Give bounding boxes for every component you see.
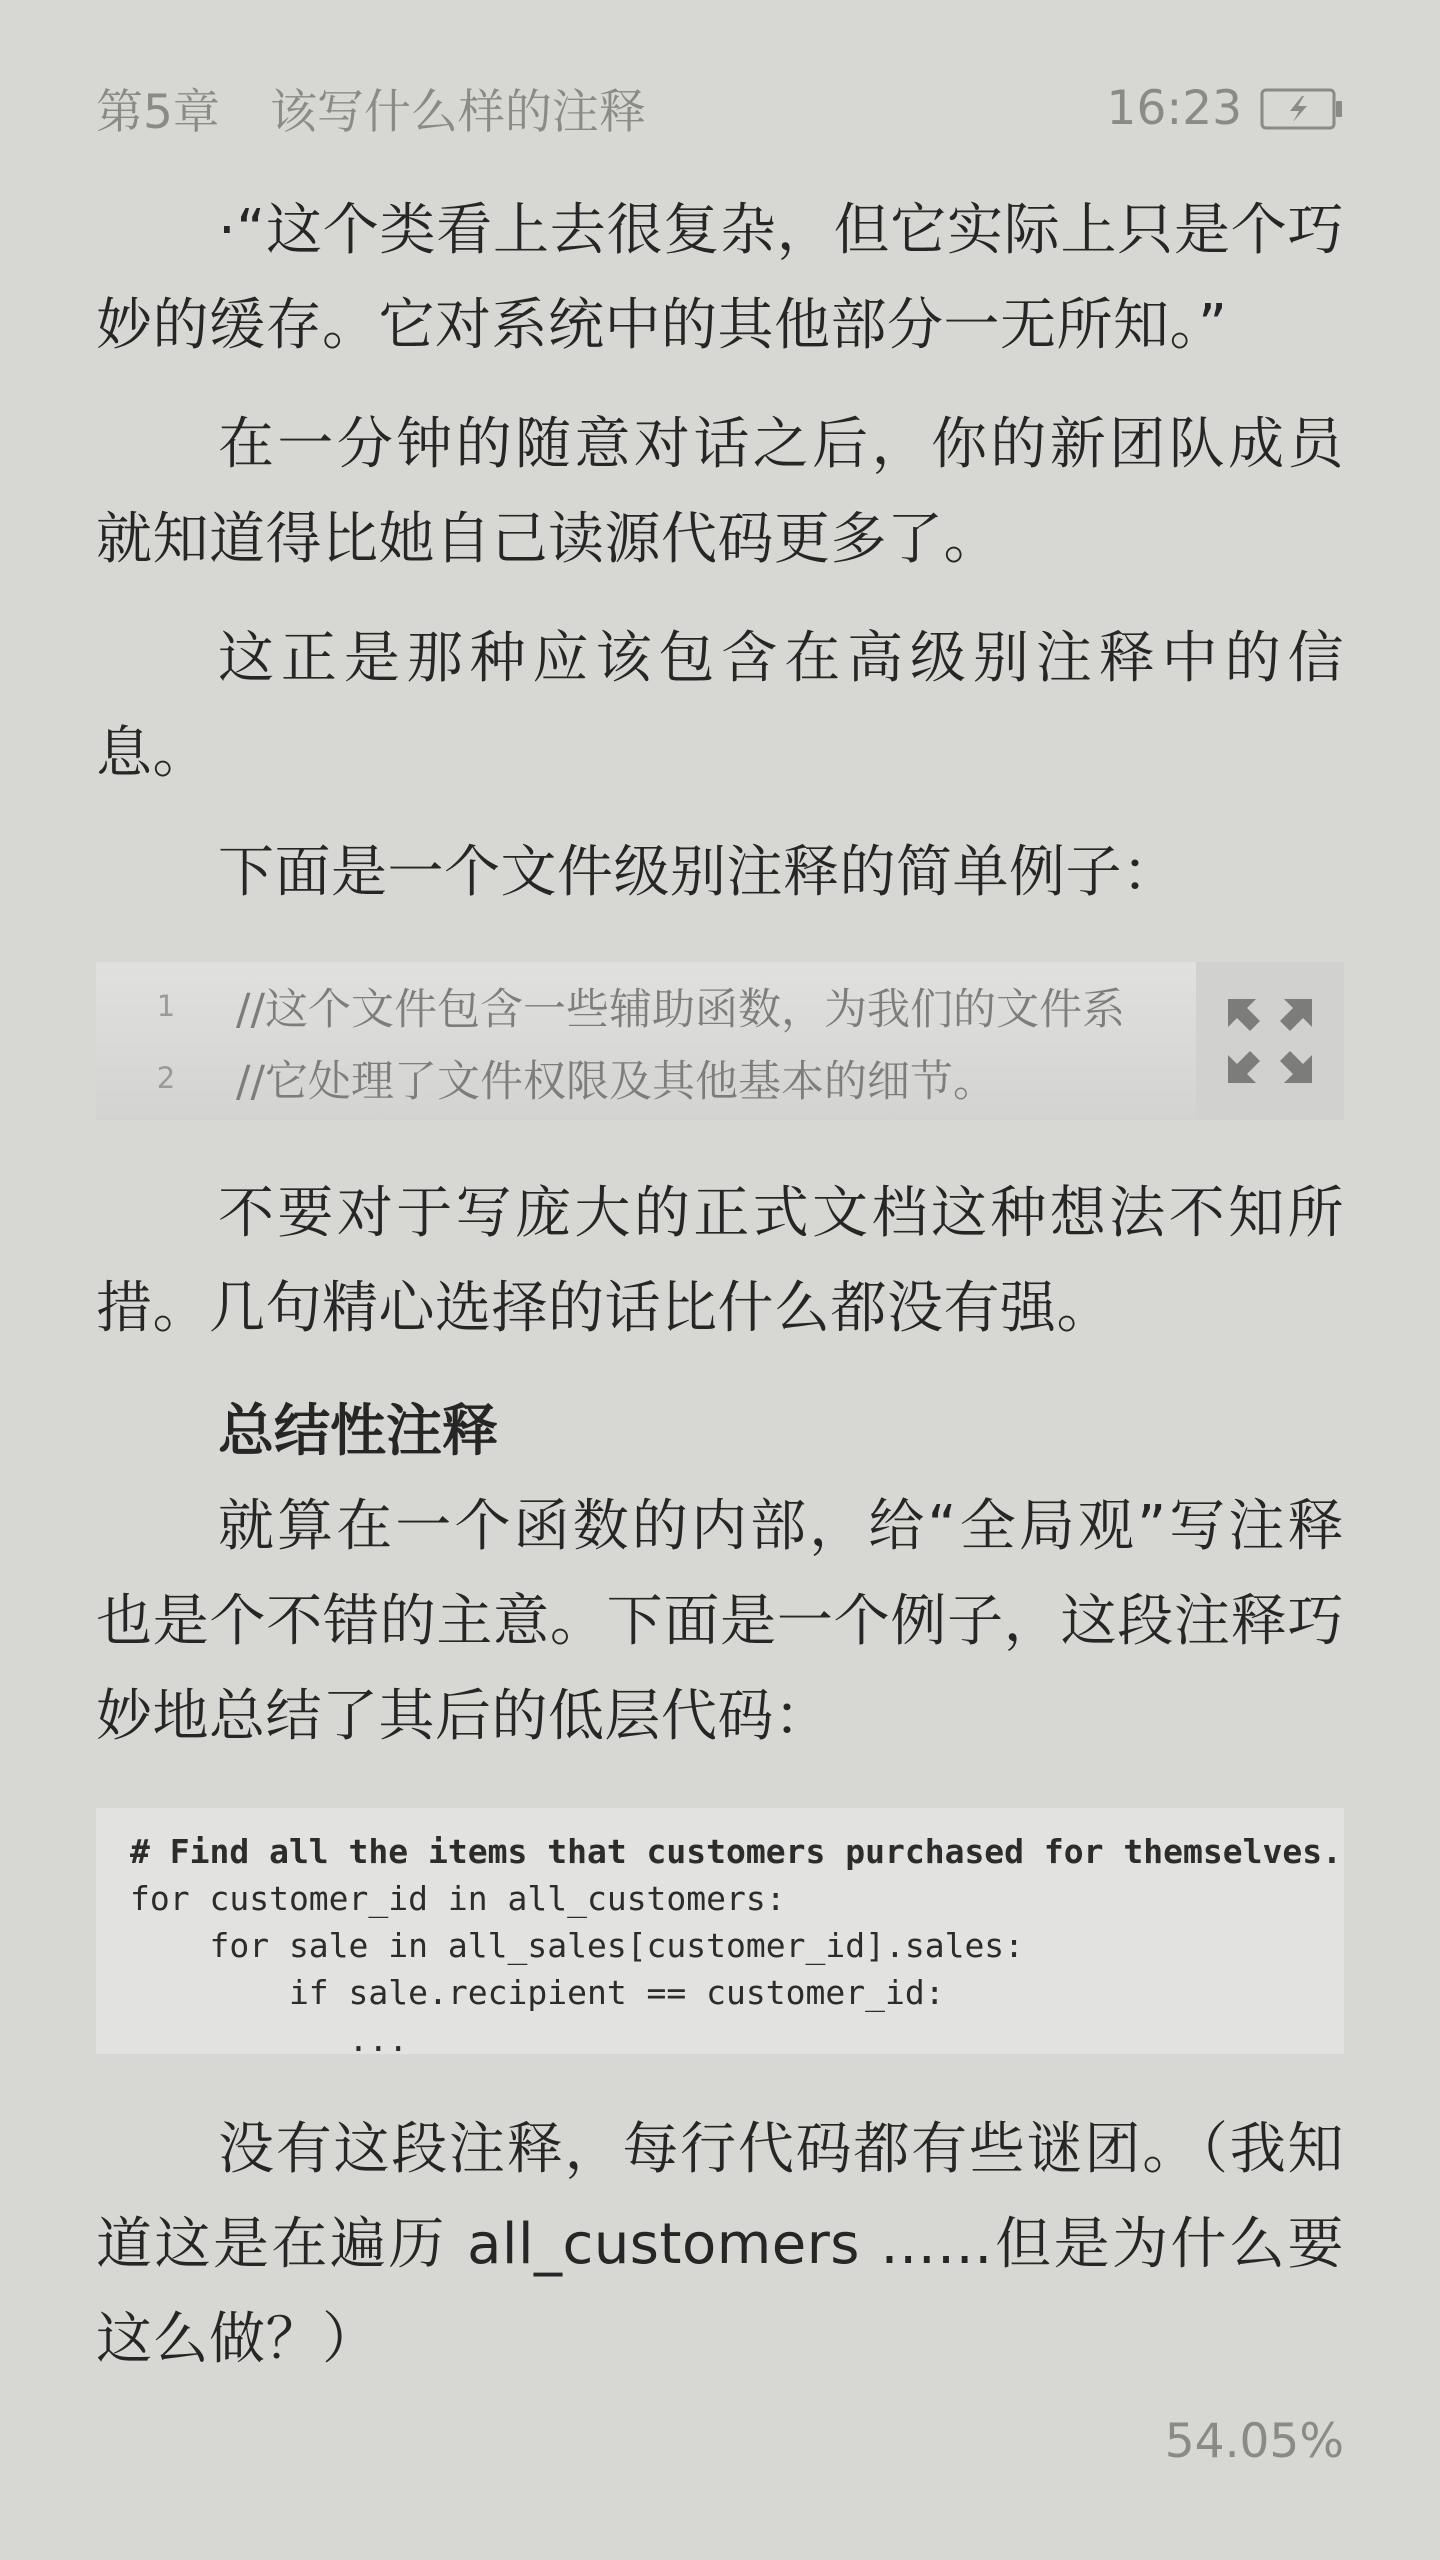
- code-line: [96, 970, 1336, 1042]
- chapter-info: [96, 75, 646, 142]
- code-block-summary: [96, 1808, 1344, 2054]
- expand-button[interactable]: [1196, 962, 1344, 1120]
- paragraph: 就算在一个函数的内部，给“全局观”写注释也是个不错的主意。下面是一个例子，这段注释巧妙地总结了其后的低层代码：: [96, 1494, 1344, 1749]
- expand-icon: [1222, 993, 1318, 1089]
- line-number: 2: [156, 1061, 176, 1095]
- status-right: [1107, 81, 1344, 136]
- paragraph: 不要对于写庞大的正式文档这种想法不知所措。几句精心选择的话比什么都没有强。: [96, 1181, 1344, 1341]
- paragraph: ·“这个类看上去很复杂，但它实际上只是个巧妙的缓存。它对系统中的其他部分一无所知。”: [96, 198, 1344, 358]
- code-comment-line: # Find all the items that customers purchased for themselves.: [130, 1832, 1342, 1871]
- code-line: [96, 1042, 1336, 1114]
- paragraph: 下面是一个文件级别注释的简单例子：: [218, 840, 1179, 905]
- battery-charging-icon: [1260, 87, 1344, 129]
- code-block-file-comment: [96, 962, 1344, 1120]
- reading-progress: 54.05%: [1164, 2414, 1344, 2469]
- paragraph: 在一分钟的随意对话之后，你的新团队成员就知道得比她自己读源代码更多了。: [96, 412, 1344, 572]
- clock: 16:23: [1106, 80, 1242, 136]
- paragraph: 没有这段注释，每行代码都有些谜团。（我知道这是在遍历 all_customers ……但是为什么要这么做？）: [96, 2117, 1344, 2372]
- code-line: for sale in all_sales[customer_id].sales:: [130, 1926, 1025, 1965]
- line-number: 1: [156, 989, 176, 1023]
- paragraph: 这正是那种应该包含在高级别注释中的信息。: [96, 626, 1344, 786]
- code-line: ...: [130, 2020, 409, 2054]
- code-text: //这个文件包含一些辅助函数，为我们的文件系: [236, 984, 1125, 1035]
- code-line: for customer_id in all_customers:: [130, 1879, 786, 1918]
- reading-content: [96, 183, 1344, 2387]
- section-heading: 总结性注释: [218, 1399, 498, 1464]
- status-bar: [96, 70, 1344, 146]
- code-line: if sale.recipient == customer_id:: [130, 1973, 945, 2012]
- chapter-number: 第5章: [96, 84, 220, 140]
- code-text: //它处理了文件权限及其他基本的细节。: [236, 1056, 996, 1107]
- section-title: 该写什么样的注释: [269, 84, 646, 140]
